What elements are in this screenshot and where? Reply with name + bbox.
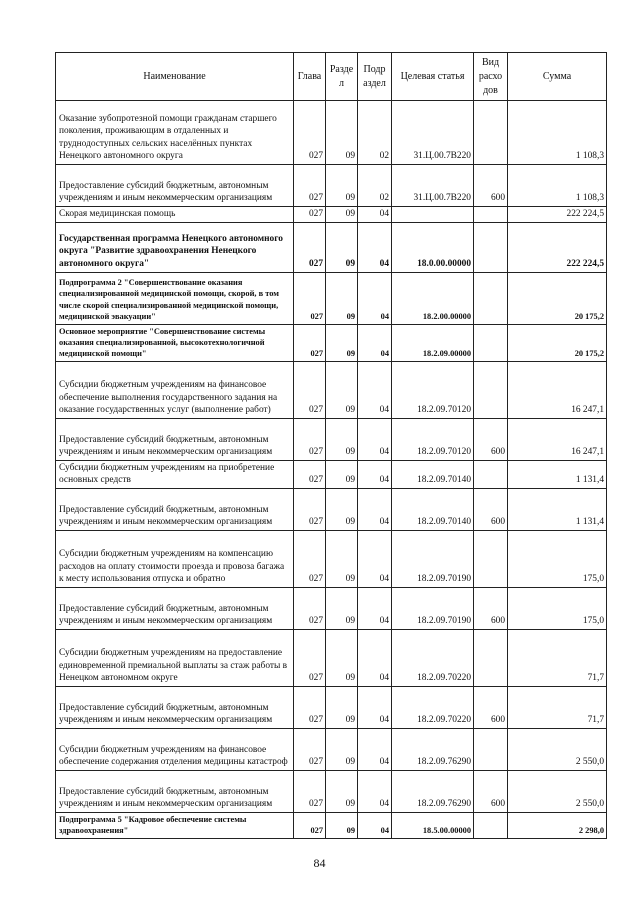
cell-target: 18.2.09.76290 xyxy=(392,771,474,813)
cell-expense xyxy=(474,324,508,361)
cell-subsection: 04 xyxy=(358,207,392,223)
header-chapter: Глава xyxy=(294,53,326,101)
cell-target: 18.2.09.70190 xyxy=(392,588,474,630)
cell-chapter: 027 xyxy=(294,418,326,460)
table-row xyxy=(56,489,607,531)
cell-chapter: 027 xyxy=(294,101,326,165)
cell-expense xyxy=(474,101,508,165)
budget-table xyxy=(55,52,607,839)
table-row xyxy=(56,101,607,165)
header-subsection: Подр аздел xyxy=(358,53,392,101)
cell-target: 18.2.09.70120 xyxy=(392,361,474,418)
header-sum: Сумма xyxy=(508,53,607,101)
cell-subsection: 04 xyxy=(358,531,392,588)
cell-expense: 600 xyxy=(474,687,508,729)
cell-subsection: 04 xyxy=(358,588,392,630)
table-row xyxy=(56,418,607,460)
cell-section: 09 xyxy=(326,489,358,531)
cell-sum: 71,7 xyxy=(508,630,607,687)
cell-expense xyxy=(474,630,508,687)
cell-expense xyxy=(474,222,508,272)
cell-subsection: 04 xyxy=(358,418,392,460)
cell-subsection: 04 xyxy=(358,489,392,531)
cell-target xyxy=(392,207,474,223)
cell-chapter: 027 xyxy=(294,361,326,418)
table-row xyxy=(56,324,607,361)
cell-chapter: 027 xyxy=(294,687,326,729)
cell-target: 18.2.09.70140 xyxy=(392,460,474,488)
table-row xyxy=(56,531,607,588)
cell-sum: 222 224,5 xyxy=(508,222,607,272)
cell-sum: 175,0 xyxy=(508,531,607,588)
cell-name: Предоставление субсидий бюджетным, автономным учреждениям и иным некоммерческим организациям xyxy=(56,165,294,207)
cell-sum: 1 108,3 xyxy=(508,165,607,207)
cell-chapter: 027 xyxy=(294,207,326,223)
cell-section: 09 xyxy=(326,222,358,272)
cell-chapter: 027 xyxy=(294,222,326,272)
cell-chapter: 027 xyxy=(294,460,326,488)
cell-section: 09 xyxy=(326,165,358,207)
cell-name: Субсидии бюджетным учреждениям на приобретение основных средств xyxy=(56,460,294,488)
cell-sum: 222 224,5 xyxy=(508,207,607,223)
cell-section: 09 xyxy=(326,460,358,488)
cell-sum: 2 550,0 xyxy=(508,771,607,813)
cell-chapter: 027 xyxy=(294,771,326,813)
table-row xyxy=(56,813,607,839)
cell-section: 09 xyxy=(326,630,358,687)
cell-sum: 2 550,0 xyxy=(508,729,607,771)
table-row xyxy=(56,771,607,813)
table-header-row xyxy=(56,53,607,101)
cell-subsection: 04 xyxy=(358,460,392,488)
cell-chapter: 027 xyxy=(294,588,326,630)
cell-section: 09 xyxy=(326,771,358,813)
cell-name: Предоставление субсидий бюджетным, автономным учреждениям и иным некоммерческим организациям xyxy=(56,489,294,531)
cell-name: Основное мероприятие "Совершенствование системы оказания специализированной, высокотехнологичной медицинской помощи" xyxy=(56,324,294,361)
table-row xyxy=(56,222,607,272)
cell-subsection: 04 xyxy=(358,272,392,324)
cell-sum: 16 247,1 xyxy=(508,361,607,418)
cell-name: Субсидии бюджетным учреждениям на предоставление единовременной премиальной выплаты за стаж работы в Ненецком автономном округе xyxy=(56,630,294,687)
table-row xyxy=(56,207,607,223)
cell-name: Государственная программа Ненецкого автономного округа "Развитие здравоохранения Ненецкого автономного округа" xyxy=(56,222,294,272)
cell-name: Субсидии бюджетным учреждениям на финансовое обеспечение содержания отделения медицины катастроф xyxy=(56,729,294,771)
cell-sum: 1 131,4 xyxy=(508,460,607,488)
cell-target: 18.2.09.70140 xyxy=(392,489,474,531)
cell-expense: 600 xyxy=(474,489,508,531)
cell-chapter: 027 xyxy=(294,813,326,839)
cell-expense xyxy=(474,813,508,839)
cell-subsection: 02 xyxy=(358,101,392,165)
cell-expense xyxy=(474,460,508,488)
cell-expense: 600 xyxy=(474,588,508,630)
cell-name: Предоставление субсидий бюджетным, автономным учреждениям и иным некоммерческим организациям xyxy=(56,687,294,729)
cell-sum: 16 247,1 xyxy=(508,418,607,460)
cell-target: 18.2.09.70220 xyxy=(392,687,474,729)
cell-target: 18.2.09.70190 xyxy=(392,531,474,588)
cell-subsection: 04 xyxy=(358,729,392,771)
cell-chapter: 027 xyxy=(294,531,326,588)
cell-section: 09 xyxy=(326,207,358,223)
cell-expense xyxy=(474,531,508,588)
cell-expense: 600 xyxy=(474,418,508,460)
cell-subsection: 04 xyxy=(358,813,392,839)
cell-section: 09 xyxy=(326,101,358,165)
cell-name: Субсидии бюджетным учреждениям на компенсацию расходов на оплату стоимости проезда и провоза багажа к месту использования отпуска и обратно xyxy=(56,531,294,588)
cell-name: Предоставление субсидий бюджетным, автономным учреждениям и иным некоммерческим организациям xyxy=(56,418,294,460)
cell-sum: 20 175,2 xyxy=(508,272,607,324)
table-row xyxy=(56,588,607,630)
cell-name: Оказание зубопротезной помощи гражданам старшего поколения, проживающим в отдаленных и труднодоступных сельских населённых пунктах Ненецкого автономного округа xyxy=(56,101,294,165)
cell-section: 09 xyxy=(326,361,358,418)
cell-sum: 20 175,2 xyxy=(508,324,607,361)
header-section: Разде л xyxy=(326,53,358,101)
cell-section: 09 xyxy=(326,418,358,460)
cell-sum: 2 298,0 xyxy=(508,813,607,839)
cell-chapter: 027 xyxy=(294,630,326,687)
cell-section: 09 xyxy=(326,729,358,771)
cell-name: Предоставление субсидий бюджетным, автономным учреждениям и иным некоммерческим организациям xyxy=(56,588,294,630)
table-row xyxy=(56,272,607,324)
cell-sum: 1 131,4 xyxy=(508,489,607,531)
cell-name: Субсидии бюджетным учреждениям на финансовое обеспечение выполнения государственного задания на оказание государственных услуг (выполнение работ) xyxy=(56,361,294,418)
table-body xyxy=(56,101,607,839)
table-row xyxy=(56,361,607,418)
cell-expense: 600 xyxy=(474,165,508,207)
cell-name: Предоставление субсидий бюджетным, автономным учреждениям и иным некоммерческим организациям xyxy=(56,771,294,813)
cell-chapter: 027 xyxy=(294,165,326,207)
cell-sum: 175,0 xyxy=(508,588,607,630)
cell-expense: 600 xyxy=(474,771,508,813)
cell-subsection: 04 xyxy=(358,324,392,361)
cell-expense xyxy=(474,272,508,324)
cell-section: 09 xyxy=(326,531,358,588)
table-row xyxy=(56,630,607,687)
cell-target: 31.Ц.00.7В220 xyxy=(392,101,474,165)
cell-target: 18.5.00.00000 xyxy=(392,813,474,839)
cell-target: 18.0.00.00000 xyxy=(392,222,474,272)
cell-target: 18.2.09.70220 xyxy=(392,630,474,687)
cell-chapter: 027 xyxy=(294,489,326,531)
cell-target: 18.2.09.00000 xyxy=(392,324,474,361)
header-expense: Вид расхо дов xyxy=(474,53,508,101)
cell-target: 18.2.09.70120 xyxy=(392,418,474,460)
cell-chapter: 027 xyxy=(294,324,326,361)
cell-target: 18.2.00.00000 xyxy=(392,272,474,324)
cell-target: 18.2.09.76290 xyxy=(392,729,474,771)
cell-subsection: 04 xyxy=(358,630,392,687)
cell-section: 09 xyxy=(326,687,358,729)
cell-subsection: 04 xyxy=(358,361,392,418)
table-row xyxy=(56,687,607,729)
cell-subsection: 02 xyxy=(358,165,392,207)
cell-chapter: 027 xyxy=(294,272,326,324)
header-target: Целевая статья xyxy=(392,53,474,101)
cell-section: 09 xyxy=(326,813,358,839)
page-number: 84 xyxy=(313,856,326,870)
cell-name: Подпрограмма 2 "Совершенствование оказания специализированной медицинской помощи, скорой, в том числе скорой специализированной медицинской помощи, медицинской эвакуации" xyxy=(56,272,294,324)
cell-section: 09 xyxy=(326,324,358,361)
cell-expense xyxy=(474,361,508,418)
cell-sum: 1 108,3 xyxy=(508,101,607,165)
cell-subsection: 04 xyxy=(358,222,392,272)
cell-section: 09 xyxy=(326,588,358,630)
cell-expense xyxy=(474,729,508,771)
table-row xyxy=(56,165,607,207)
table-row xyxy=(56,460,607,488)
cell-chapter: 027 xyxy=(294,729,326,771)
cell-name: Скорая медицинская помощь xyxy=(56,207,294,223)
cell-target: 31.Ц.00.7В220 xyxy=(392,165,474,207)
cell-sum: 71,7 xyxy=(508,687,607,729)
header-name: Наименование xyxy=(56,53,294,101)
cell-subsection: 04 xyxy=(358,771,392,813)
cell-section: 09 xyxy=(326,272,358,324)
table-row xyxy=(56,729,607,771)
cell-expense xyxy=(474,207,508,223)
cell-subsection: 04 xyxy=(358,687,392,729)
cell-name: Подпрограмма 5 "Кадровое обеспечение системы здравоохранения" xyxy=(56,813,294,839)
